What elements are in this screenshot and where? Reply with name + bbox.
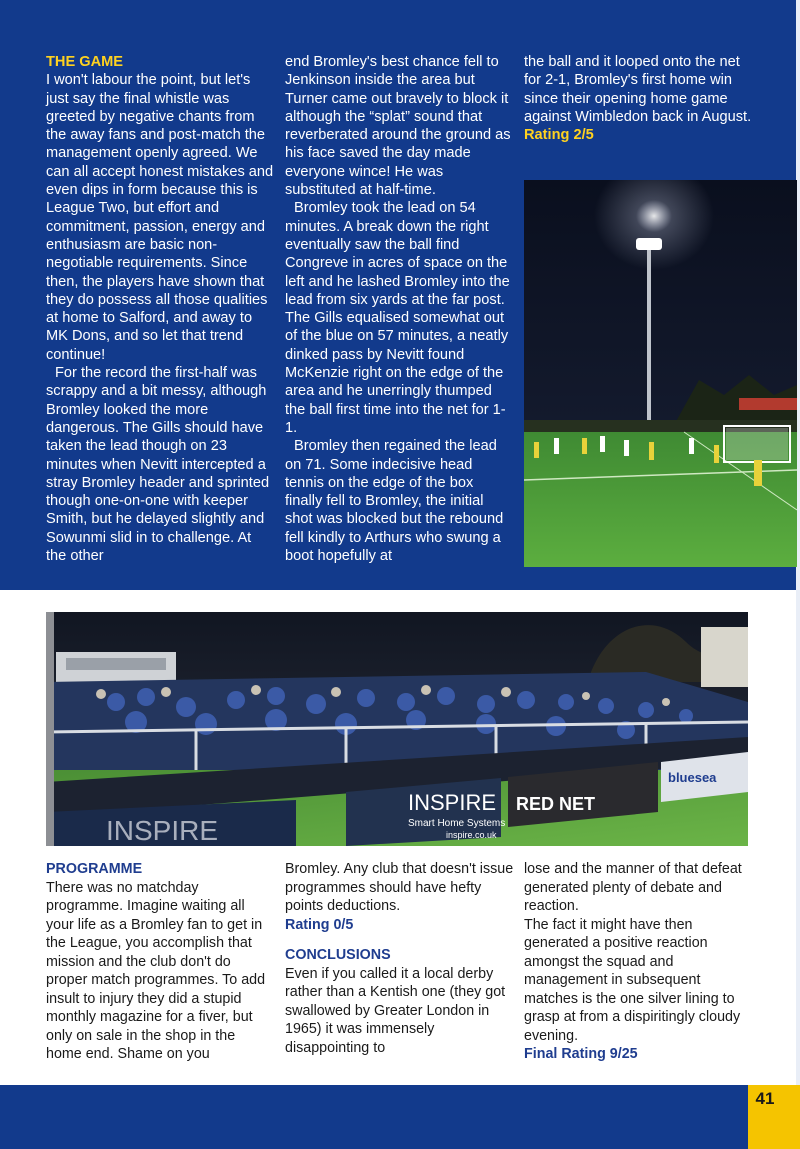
section-heading-conclusions: CONCLUSIONS xyxy=(285,947,391,963)
inspire-board: INSPIRE xyxy=(408,790,497,815)
programme-text: There was no matchday programme. Imagine waiting all your life as a Bromley fan to get in the League, you accomplish that mission and the club don't do proper match programmes. To add insult to injury they did a stupid monthly magazine for a fiver, but only on sale in the shop in the home end. Shame on you xyxy=(46,879,266,1062)
game-rating: Rating 2/5 xyxy=(524,127,594,144)
match-photo xyxy=(524,180,797,567)
svg-text:INSPIRE: INSPIRE xyxy=(106,815,219,846)
inspire-board-url: inspire.co.uk xyxy=(446,830,497,840)
game-paragraph-6: the ball and it looped onto the net for 2-1, Bromley's first home win since their opening home game against Wimbledon back in August. xyxy=(524,54,752,125)
game-paragraph-3: end Bromley's best chance fell to Jenkinson inside the area but Turner came out bravely to block it although the “splat” sound that reverberated around the ground as his face saved the day made everyone wince! He was substituted at half-time. xyxy=(285,54,511,199)
final-rating: Final Rating 9/25 xyxy=(524,1046,638,1062)
rednet-board: RED NET xyxy=(516,794,596,814)
crowd-photo xyxy=(46,612,748,846)
game-paragraph-5: Bromley then regained the lead on 71. Some indecisive head tennis on the edge of the box finally fell to Bromley, the initial shot was blocked but the rebound fell kindly to Arthurs who swung a boot hopefully at xyxy=(285,438,504,565)
middle-column xyxy=(285,860,515,1057)
page-edge xyxy=(796,0,800,1149)
game-column-1 xyxy=(46,53,274,565)
bluesea-board: bluesea xyxy=(668,770,717,785)
section-heading-programme: PROGRAMME xyxy=(46,861,143,877)
conclusions-text: Even if you called it a local derby rather than a Kentish one (they got swallowed by Greater London in 1965) it was immensely disappointing to xyxy=(285,965,506,1056)
section-heading-the-game: THE GAME xyxy=(46,54,124,70)
conclusions-column xyxy=(524,860,758,1064)
game-paragraph-1: I won't labour the point, but let's just say the final whistle was greeted by negative chants from the away fans and post-match the management openly agreed. We can all accept honest mistakes and even dips in form because this is League Two, but effort and commitment, passion, energy and enthusiasm are basic non-negotiable requirements. Since then, the players have shown that they do possess all those qualities at home to Salford, and away to MK Dons, and so let that trend continue! xyxy=(46,72,274,363)
inspire-board-sub: Smart Home Systems xyxy=(408,818,506,829)
game-column-3 xyxy=(524,53,760,144)
page-number: 41 xyxy=(755,1089,775,1108)
programme-column xyxy=(46,860,274,1064)
game-column-2 xyxy=(285,53,513,565)
game-paragraph-2: For the record the first-half was scrappy and a bit messy, although Bromley looked the more dangerous. The Gills should have taken the lead though on 23 minutes when Nevitt intercepted a stray Bromley header and sprinted though one-on-one with keeper Smith, but he delayed slightly and Sowunmi slid in to challenge. At the other xyxy=(46,365,270,565)
conclusions-text-continued-2: The fact it might have then generated a positive reaction amongst the squad and management in subsequent matches is the one silver lining to grasp at from a dispiritingly cloudy evening. xyxy=(524,916,741,1044)
game-paragraph-4: Bromley took the lead on 54 minutes. A break down the right eventually saw the ball find Congreve in acres of space on the left and he lashed Bromley into the lead from six yards at the far post. The Gills equalised somewhat out of the blue on 57 minutes, a neatly dinked pass by Nevitt found McKenzie right on the edge of the area and he unerringly thumped the ball first time into the net for 1-1. xyxy=(285,200,510,436)
programme-text-continued: Bromley. Any club that doesn't issue programmes should have hefty points deductions. xyxy=(285,861,514,914)
programme-rating: Rating 0/5 xyxy=(285,916,354,933)
conclusions-text-continued-1: lose and the manner of that defeat generated plenty of debate and reaction. xyxy=(524,861,742,914)
bottom-blue-band xyxy=(0,1085,800,1149)
page-number-tab xyxy=(748,1085,800,1149)
